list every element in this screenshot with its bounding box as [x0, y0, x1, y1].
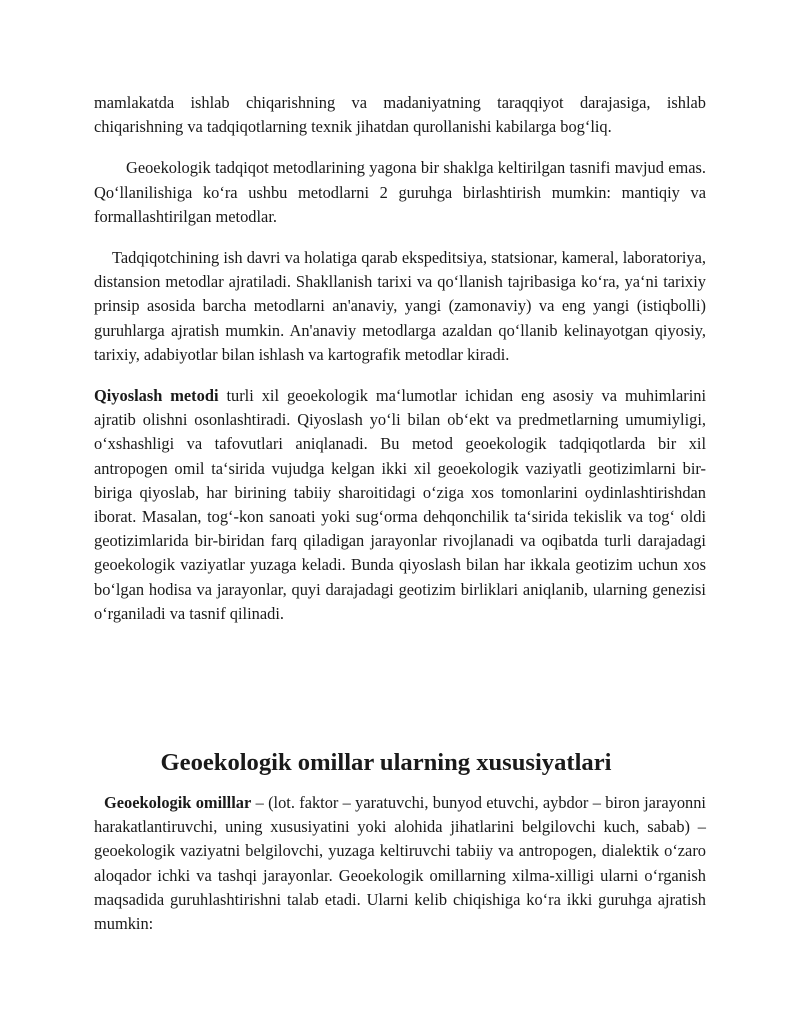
- paragraph-4: [94, 384, 706, 626]
- document-page: [94, 91, 706, 934]
- paragraph-3: Tadqiqotchining ish davri va holatiga qarab ekspeditsiya, statsionar, kameral, laboratoriya, distansion metodlar ajratiladi. Shakllanish tarixi va qo‘llanish tajribasiga ko‘ra, ya‘ni tarixiy prinsip asosida barcha metodlarni an'anaviy, yangi (zamonaviy) va eng yangi (istiqbolli) guruhlarga ajratish mumkin. An'anaviy metodlarga azaldan qo‘llanib kelinayotgan qiyosiy, tarixiy, adabiyotlar bilan ishlash va kartografik metodlar kiradi.: [94, 248, 706, 364]
- paragraph-2: Geoekologik tadqiqot metodlarining yagona bir shaklga keltirilgan tasnifi mavjud emas. Qo‘llanilishiga ko‘ra ushbu metodlarni 2 guruhga birlashtirish mumkin: mantiqiy va formallashtirilgan metodlar.: [94, 158, 706, 226]
- paragraph-5-text: – (lot. faktor – yaratuvchi, bunyod etuvchi, aybdor – biron jarayonni harakatlantiruvchi, uning xususiyatini yoki alohida jihatlarini belgilovchi kuch, sabab) – geoekologik vaziyatni belgilovchi, yuzaga keltiruvchi tabiiy va antropogen, dialektik o‘zaro aloqador ichki va tashqi jarayonlar. Geoekologik omillarning xilma-xilligi ularni o‘rganish maqsadida guruhlashtirishni talab etadi. Ularni kelib chiqishiga ko‘ra ikki guruhga ajratish mumkin:: [94, 793, 706, 934]
- paragraph-5: [94, 791, 706, 936]
- paragraph-4-term: Qiyoslash metodi: [94, 386, 219, 406]
- paragraph-5-term: Geoekologik omilllar: [104, 793, 252, 812]
- section-heading: Geoekologik omillar ularning xususiyatlari: [160, 749, 612, 776]
- paragraph-4-text: turli xil geoekologik ma‘lumotlar ichidan eng asosiy va muhimlarini ajratib olishni osonlashtiradi. Qiyoslash yo‘li bilan ob‘ekt va predmetlarning umumiyligi, o‘xshashligi va tafovutlari aniqlanadi. Bu metod geoekologik tadqiqotlarda bir xil antropogen omil ta‘sirida vujudga kelgan ikki xil geoekologik vaziyatli geotizimlarni bir-biriga qiyoslab, har birining tabiiy sharoitidagi o‘ziga xos tomonlarini oydinlashtirishdan iborat. Masalan, tog‘-kon sanoati yoki sug‘orma dehqonchilik ta‘sirida tekislik va tog‘ oldi geotizimlarida bir-biridan farq qiladigan jarayonlar rivojlanadi va oqibatda turli darajadagi geoekologik vaziyatlar yuzaga keladi. Bunda qiyoslash bilan har ikkala geotizim uchun xos bo‘lgan hodisa va jarayonlar, quyi darajadagi geotizim birliklari aniqlanib, ularning genezisi o‘rganiladi va tasnif qilinadi.: [94, 386, 706, 623]
- paragraph-1: mamlakatda ishlab chiqarishning va madaniyatning taraqqiyot darajasiga, ishlab chiqarishning va tadqiqotlarning texnik jihatdan qurollanishi kabilarga bog‘liq.: [94, 93, 706, 137]
